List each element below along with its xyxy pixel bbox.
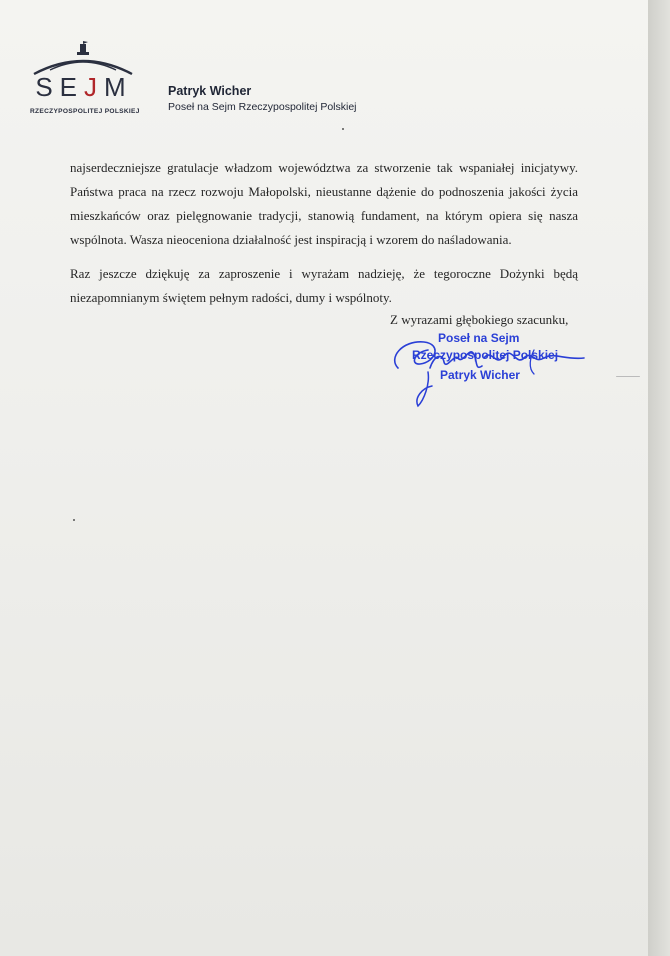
stamp-line: Poseł na Sejm (438, 331, 520, 345)
stamp-name: Patryk Wicher (440, 368, 520, 382)
body-paragraph: Raz jeszcze dziękuję za zaproszenie i wyrażam nadzieję, że tegoroczne Dożynki będą niezapomnianym świętem pełnym radości, dumy i wspólnoty. (70, 266, 578, 305)
paper-speck (616, 376, 640, 377)
logo-wordmark: SEJM (35, 72, 133, 102)
stamp-line: Rzeczypospolitej Polskiej (412, 348, 559, 362)
body-paragraph: najserdeczniejsze gratulacje władzom województwa za stworzenie tak wspaniałej inicjatywy. Państwa praca na rzecz rozwoju Małopolski, nieustanne dążenie do podnoszenia jakości życia mieszkańców oraz pielęgnowanie tradycji, stanowią fundament, na którym opiera się nasza wspólnota. Wasza nieoceniona działalność jest inspiracją i wzorem do naśladowania. (70, 160, 578, 247)
paper-speck (73, 519, 75, 521)
sender-title: Poseł na Sejm Rzeczypospolitej Polskiej (168, 101, 357, 113)
logo-subtitle: RZECZYPOSPOLITEJ POLSKIEJ (30, 108, 140, 115)
closing-line: Z wyrazami głębokiego szacunku, (390, 312, 569, 327)
sender-name: Patryk Wicher (168, 84, 252, 98)
page-edge (648, 0, 670, 956)
sejm-logo (28, 40, 138, 120)
letter-body (70, 156, 578, 320)
official-stamp (412, 330, 582, 384)
paper-speck (342, 128, 344, 130)
